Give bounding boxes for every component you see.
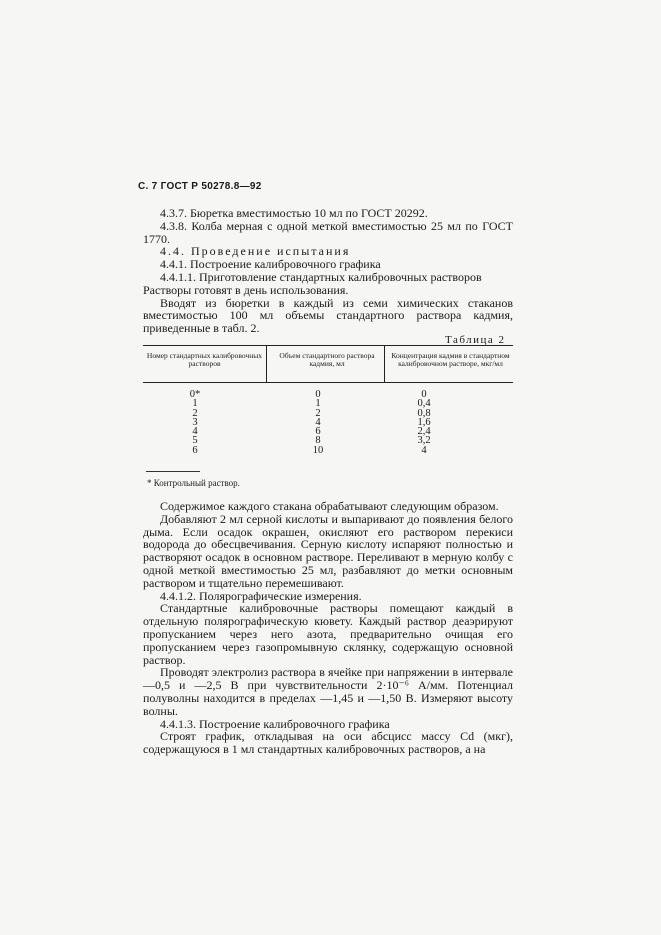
table-cell: 6 xyxy=(192,444,198,456)
para-contents: Содержимое каждого стакана обрабатывают следующим образом. xyxy=(160,499,499,513)
table-cell: 5 xyxy=(192,435,198,447)
header-number: Номер стандартных калибровочных растворов xyxy=(146,351,263,368)
table-cell: 1 xyxy=(315,398,321,410)
table-cell: 0* xyxy=(189,389,201,400)
table-cell: 3,2 xyxy=(417,435,431,447)
header-volume: Объем стандартного раствора кадмия, мл xyxy=(279,351,375,368)
para-introduce: Вводят из бюретки в каждый из семи химических стаканов вместимостью 100 мл объемы стандартного раствора кадмия, приведенные в табл. 2. xyxy=(143,295,513,336)
column-volumes xyxy=(303,390,333,455)
table-footnote: * Контрольный раствор. xyxy=(147,478,240,488)
table-cell: 4 xyxy=(192,426,198,438)
para-add-acid: Добавляют 2 мл серной кислоты и выпаривают до появления белого дыма. Если осадок окрашен, окисляют его раствором перекиси водорода до обесцвечивания. Серную кислоту испаряют полностью и растворяют осадок в основном растворе. Переливают в мерную колбу с одной меткой вместимостью 25 мл, разбавляют до метки основным раствором и тщательно перемешивают. xyxy=(143,511,513,590)
table-cell: 2 xyxy=(315,407,321,419)
table-cell: 10 xyxy=(312,444,324,456)
section-equipment xyxy=(143,207,513,335)
para-solutions-daily: Растворы готовят в день использования. xyxy=(143,282,349,297)
heading-calibration: 4.4.1. Построение калибровочного графика xyxy=(160,257,381,272)
table-cell: 1 xyxy=(192,398,198,410)
para-electrolysis: Проводят электролиз раствора в ячейке при напряжении в интервале —0,5 и —2,5 В при чувствительности 2·10⁻⁶ А/мм. Потенциал полуволны находится в пределах —1,45 и —1,50 В. Измеряют высоту волны. xyxy=(143,665,513,718)
section-processing xyxy=(143,500,513,756)
table-cell: 4 xyxy=(315,416,321,428)
header-concentration: Концентрация кадмия в стандартном калибровочном растворе, мкг/мл xyxy=(391,351,510,368)
table-top-rule xyxy=(143,345,513,346)
heading-build-graph: 4.4.1.3. Построение калибровочного графика xyxy=(160,716,390,731)
table-cell: 4 xyxy=(421,444,427,456)
table-cell: 3 xyxy=(192,416,198,428)
table-cell: 0,4 xyxy=(417,398,431,410)
table-header-rule xyxy=(143,382,513,383)
table-cell: 0,8 xyxy=(417,407,431,419)
page-header: С. 7 ГОСТ Р 50278.8—92 xyxy=(138,181,262,192)
para-build-graph: Строят график, откладывая на оси абсцисс массу Cd (мкг), содержащуюся в 1 мл стандартных калибровочных растворов, а на xyxy=(143,729,513,757)
col-divider-1 xyxy=(266,345,267,382)
table-cell: 2,4 xyxy=(417,426,431,438)
heading-preparation: 4.4.1.1. Приготовление стандартных калибровочных растворов xyxy=(160,269,482,284)
col-divider-2 xyxy=(384,345,385,382)
table-cell: 2 xyxy=(192,407,198,419)
table-cell: 1,6 xyxy=(417,416,431,428)
table-cell: 0 xyxy=(315,389,321,400)
column-numbers xyxy=(180,390,210,455)
para-cuvette: Стандартные калибровочные растворы помещают каждый в отдельную полярографическую кювету. Каждый раствор деаэрируют пропусканием через него азота, предварительно очищая его пропусканием через газопромывную склянку, содержащую основной раствор. xyxy=(143,601,513,667)
table-caption: Таблица 2 xyxy=(445,334,506,346)
table-cell: 0 xyxy=(421,389,427,400)
para-flask: 4.3.8. Колба мерная с одной меткой вместимостью 25 мл по ГОСТ 1770. xyxy=(143,218,513,246)
column-concentrations xyxy=(406,390,442,455)
heading-procedure: 4.4. Проведение испытания xyxy=(160,244,351,259)
table-cell: 8 xyxy=(315,435,321,447)
table-cell: 6 xyxy=(315,426,321,438)
para-burette: 4.3.7. Бюретка вместимостью 10 мл по ГОСТ 20292. xyxy=(160,206,428,220)
footnote-rule xyxy=(146,471,200,472)
heading-polarographic: 4.4.1.2. Полярографические измерения. xyxy=(160,588,362,603)
